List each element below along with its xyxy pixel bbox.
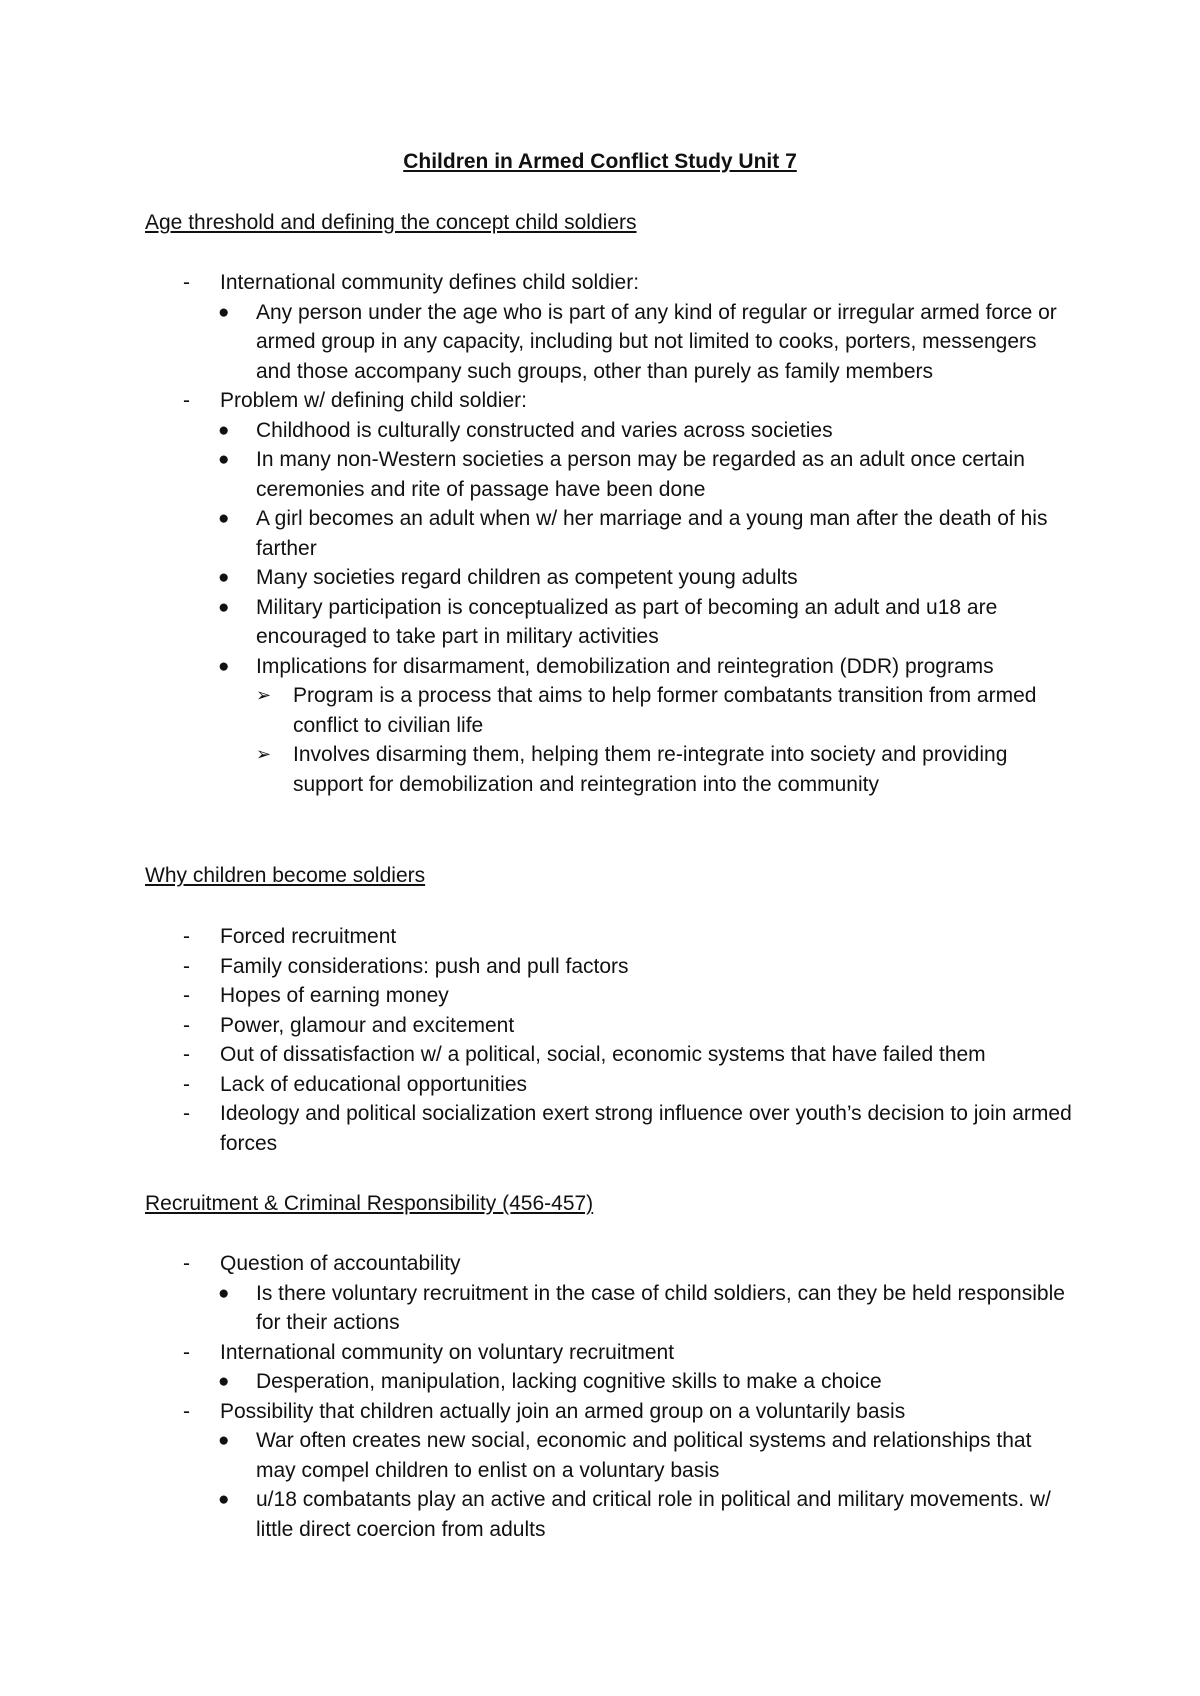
bullet-icon: ● xyxy=(218,567,230,588)
list-item xyxy=(0,1279,1066,1338)
list-item-text: Is there voluntary recruitment in the case of child soldiers, can they be held responsible for their actions xyxy=(256,1281,1065,1334)
dash-marker: - xyxy=(183,925,190,948)
dash-marker: - xyxy=(183,271,190,294)
list-item xyxy=(0,740,1073,799)
section-heading: Recruitment & Criminal Responsibility (456-457) xyxy=(145,1192,594,1215)
dash-marker: - xyxy=(183,984,190,1007)
dash-marker: - xyxy=(183,1013,190,1037)
list-item-text: Lack of educational opportunities xyxy=(220,1072,528,1096)
list-item-text: Program is a process that aims to help former combatants transition from armed conflict to civilian life xyxy=(293,684,1037,737)
dash-marker: - xyxy=(183,1399,190,1423)
list-item xyxy=(0,504,1066,563)
list-item xyxy=(0,1070,1080,1100)
list-item-text: Implications for disarmament, demobilization and reintegration (DDR) programs xyxy=(256,654,994,678)
list-item xyxy=(0,1040,1080,1070)
list-item xyxy=(0,1426,1066,1485)
dash-marker: - xyxy=(183,389,190,412)
dash-marker: - xyxy=(183,954,190,978)
bullet-icon: ● xyxy=(218,449,230,470)
section-list xyxy=(0,1249,1200,1544)
bullet-icon: ● xyxy=(218,1282,230,1304)
bullet-icon: ● xyxy=(218,1371,230,1392)
arrow-bullet-icon: ➢ xyxy=(256,685,272,705)
list-item xyxy=(0,952,1080,982)
bullet-icon: ● xyxy=(218,1489,230,1510)
dash-marker: - xyxy=(183,1072,190,1096)
list-item-text: Family considerations: push and pull factors xyxy=(220,954,629,978)
list-item-text: u/18 combatants play an active and critical role in political and military movements. w/ little direct coercion from adults xyxy=(256,1488,1051,1541)
list-item xyxy=(0,1249,1080,1279)
list-item xyxy=(0,563,1066,593)
list-item xyxy=(0,298,1066,387)
list-item-text: Possibility that children actually join an armed group on a voluntarily basis xyxy=(220,1399,906,1423)
bullet-icon: ● xyxy=(218,508,230,529)
list-item-text: Out of dissatisfaction w/ a political, social, economic systems that have failed them xyxy=(220,1043,986,1066)
list-item xyxy=(0,681,1073,740)
list-item-text: International community defines child soldier: xyxy=(220,271,640,294)
list-item-text: Desperation, manipulation, lacking cognitive skills to make a choice xyxy=(256,1370,882,1393)
section-list xyxy=(0,922,1200,1158)
bullet-icon: ● xyxy=(218,655,230,677)
bullet-icon: ● xyxy=(218,419,230,441)
list-item-text: Ideology and political socialization exert strong influence over youth’s decision to join armed forces xyxy=(220,1102,1072,1155)
list-item-text: In many non-Western societies a person may be regarded as an adult once certain ceremonies and rite of passage have been done xyxy=(256,448,1025,501)
section-heading: Age threshold and defining the concept child soldiers xyxy=(145,211,637,234)
list-item xyxy=(0,1397,1080,1427)
bullet-icon: ● xyxy=(218,1430,230,1451)
arrow-bullet-icon: ➢ xyxy=(256,744,272,764)
list-item xyxy=(0,445,1066,504)
list-item-text: Power, glamour and excitement xyxy=(220,1013,515,1037)
list-item xyxy=(0,1367,1066,1397)
list-item-text: Hopes of earning money xyxy=(220,984,449,1007)
list-item xyxy=(0,386,1080,416)
dash-marker: - xyxy=(183,1340,190,1364)
list-item xyxy=(0,1485,1066,1544)
list-item-text: Involves disarming them, helping them re-integrate into society and providing support for demobilization and reintegration into the community xyxy=(293,743,1008,796)
list-item-text: Forced recruitment xyxy=(220,925,397,948)
list-item xyxy=(0,1099,1080,1158)
section-heading: Why children become soldiers xyxy=(145,864,426,887)
page-title: Children in Armed Conflict Study Unit 7 xyxy=(403,150,797,173)
list-item-text: Question of accountability xyxy=(220,1252,461,1275)
list-item xyxy=(0,416,1066,446)
list-item xyxy=(0,922,1080,952)
bullet-icon: ● xyxy=(218,596,230,618)
list-item-text: Any person under the age who is part of any kind of regular or irregular armed force or armed group in any capacity, including but not limited to cooks, porters, messengers and those accompany such groups, other than purely as family members xyxy=(256,300,1057,383)
list-item-text: Military participation is conceptualized as part of becoming an adult and u18 are encouraged to take part in military activities xyxy=(256,595,998,648)
dash-marker: - xyxy=(183,1252,190,1275)
list-item xyxy=(0,268,1080,298)
dash-marker: - xyxy=(183,1102,190,1125)
list-item-text: Childhood is culturally constructed and varies across societies xyxy=(256,418,833,442)
list-item xyxy=(0,981,1080,1011)
list-item xyxy=(0,593,1066,652)
dash-marker: - xyxy=(183,1043,190,1066)
bullet-icon: ● xyxy=(218,301,230,323)
list-item-text: Many societies regard children as competent young adults xyxy=(256,566,798,589)
list-item-text: Problem w/ defining child soldier: xyxy=(220,389,527,412)
list-item xyxy=(0,1011,1080,1041)
section-list xyxy=(0,268,1200,799)
list-item xyxy=(0,652,1066,682)
list-item-text: War often creates new social, economic and political systems and relationships that may compel children to enlist on a voluntary basis xyxy=(256,1429,1032,1482)
list-item-text: International community on voluntary recruitment xyxy=(220,1340,675,1364)
list-item-text: A girl becomes an adult when w/ her marriage and a young man after the death of his farther xyxy=(256,507,1048,560)
list-item xyxy=(0,1338,1080,1368)
